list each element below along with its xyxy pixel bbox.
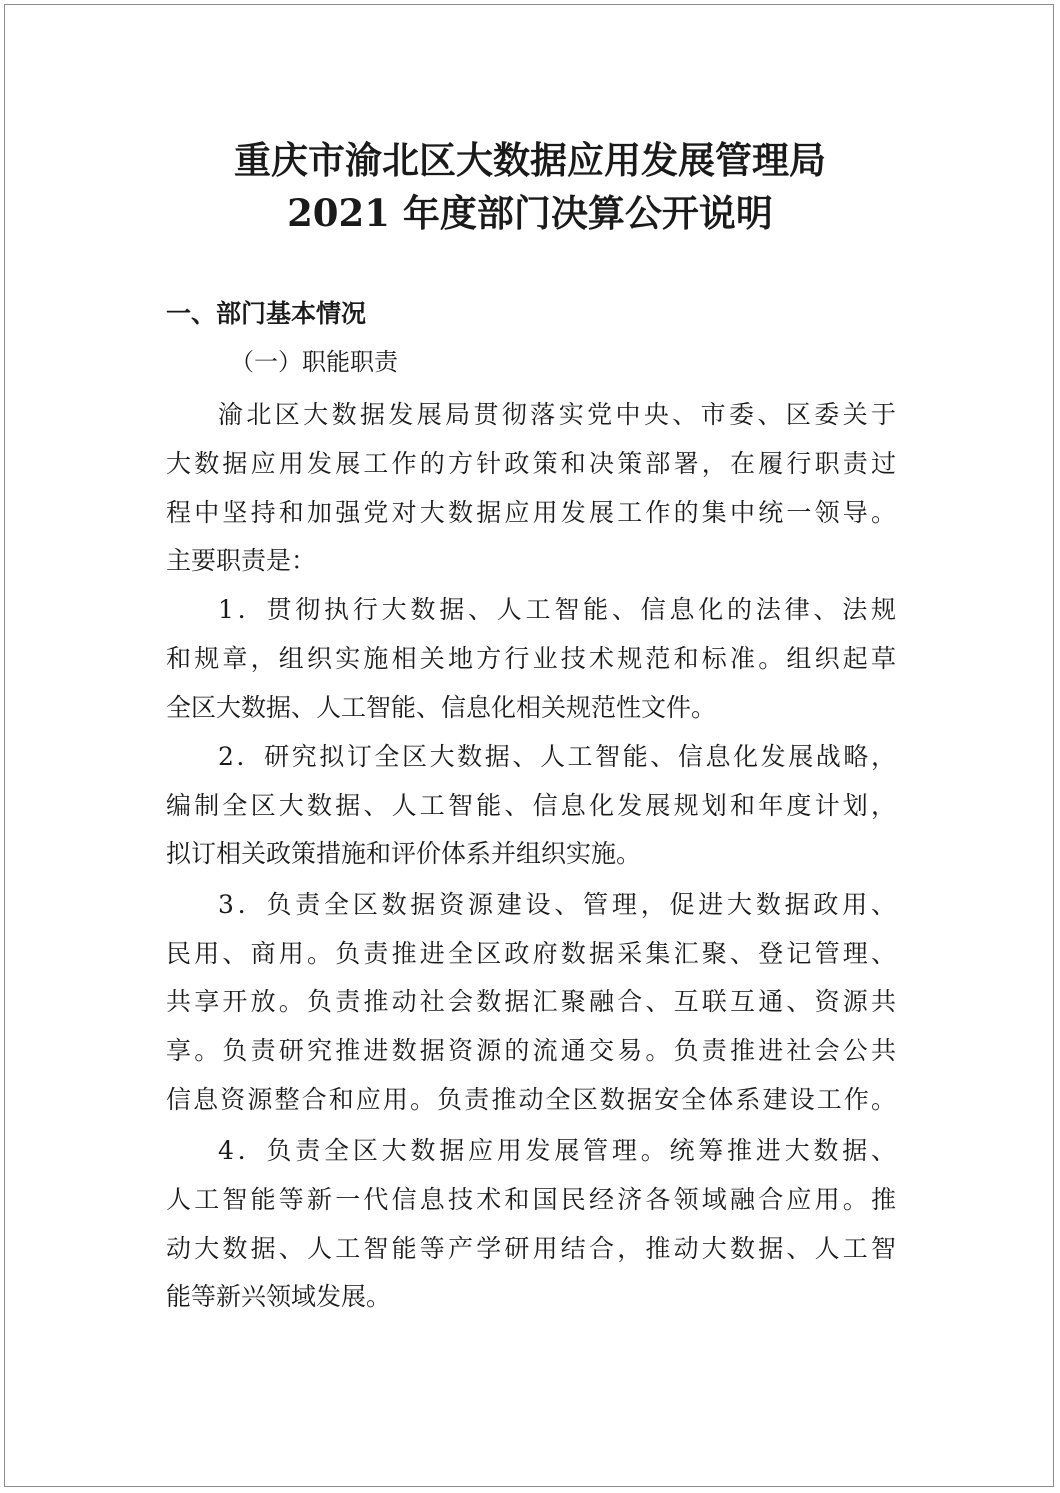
paragraph-line: 拟订相关政策措施和评价体系并组织实施。: [166, 839, 642, 868]
document-title-line-2: 2021 年度部门决算公开说明: [287, 191, 773, 235]
paragraph-line: 民用、商用。负责推进全区政府数据采集汇聚、登记管理、: [166, 939, 896, 968]
paragraph-line: 人工智能等新一代信息技术和国民经济各领域融合应用。推: [166, 1185, 896, 1214]
paragraph-line: 编制全区大数据、人工智能、信息化发展规划和年度计划，: [166, 791, 896, 820]
paragraph-line: 和规章，组织实施相关地方行业技术规范和标准。组织起草: [166, 644, 896, 673]
paragraph-line: 渝北区大数据发展局贯彻落实党中央、市委、区委关于: [218, 400, 896, 429]
paragraph-line: 动大数据、人工智能等产学研用结合，推动大数据、人工智: [166, 1234, 896, 1263]
paragraph-line: 3．负责全区数据资源建设、管理，促进大数据政用、: [218, 890, 896, 919]
paragraph-line: 2．研究拟订全区大数据、人工智能、信息化发展战略，: [218, 742, 896, 771]
paragraph-line: 能等新兴领域发展。: [166, 1282, 392, 1311]
paragraph-line: 1．贯彻执行大数据、人工智能、信息化的法律、法规: [218, 595, 896, 624]
subsection-heading-functions: （一）职能职责: [230, 348, 398, 376]
paragraph-line: 主要职责是：: [166, 546, 317, 575]
paragraph-line: 4．负责全区大数据应用发展管理。统筹推进大数据、: [218, 1136, 896, 1165]
section-heading-basic-info: 一、部门基本情况: [166, 299, 367, 328]
paragraph-line: 信息资源整合和应用。负责推动全区数据安全体系建设工作。: [166, 1085, 896, 1114]
paragraph-line: 共享开放。负责推动社会数据汇聚融合、互联互通、资源共: [166, 987, 896, 1016]
document-title-line-1: 重庆市渝北区大数据应用发展管理局: [234, 138, 826, 182]
paragraph-line: 程中坚持和加强党对大数据应用发展工作的集中统一领导。: [166, 498, 896, 527]
paragraph-line: 大数据应用发展工作的方针政策和决策部署，在履行职责过: [166, 449, 896, 478]
paragraph-line: 享。负责研究推进数据资源的流通交易。负责推进社会公共: [166, 1036, 896, 1065]
paragraph-line: 全区大数据、人工智能、信息化相关规范性文件。: [166, 693, 717, 722]
